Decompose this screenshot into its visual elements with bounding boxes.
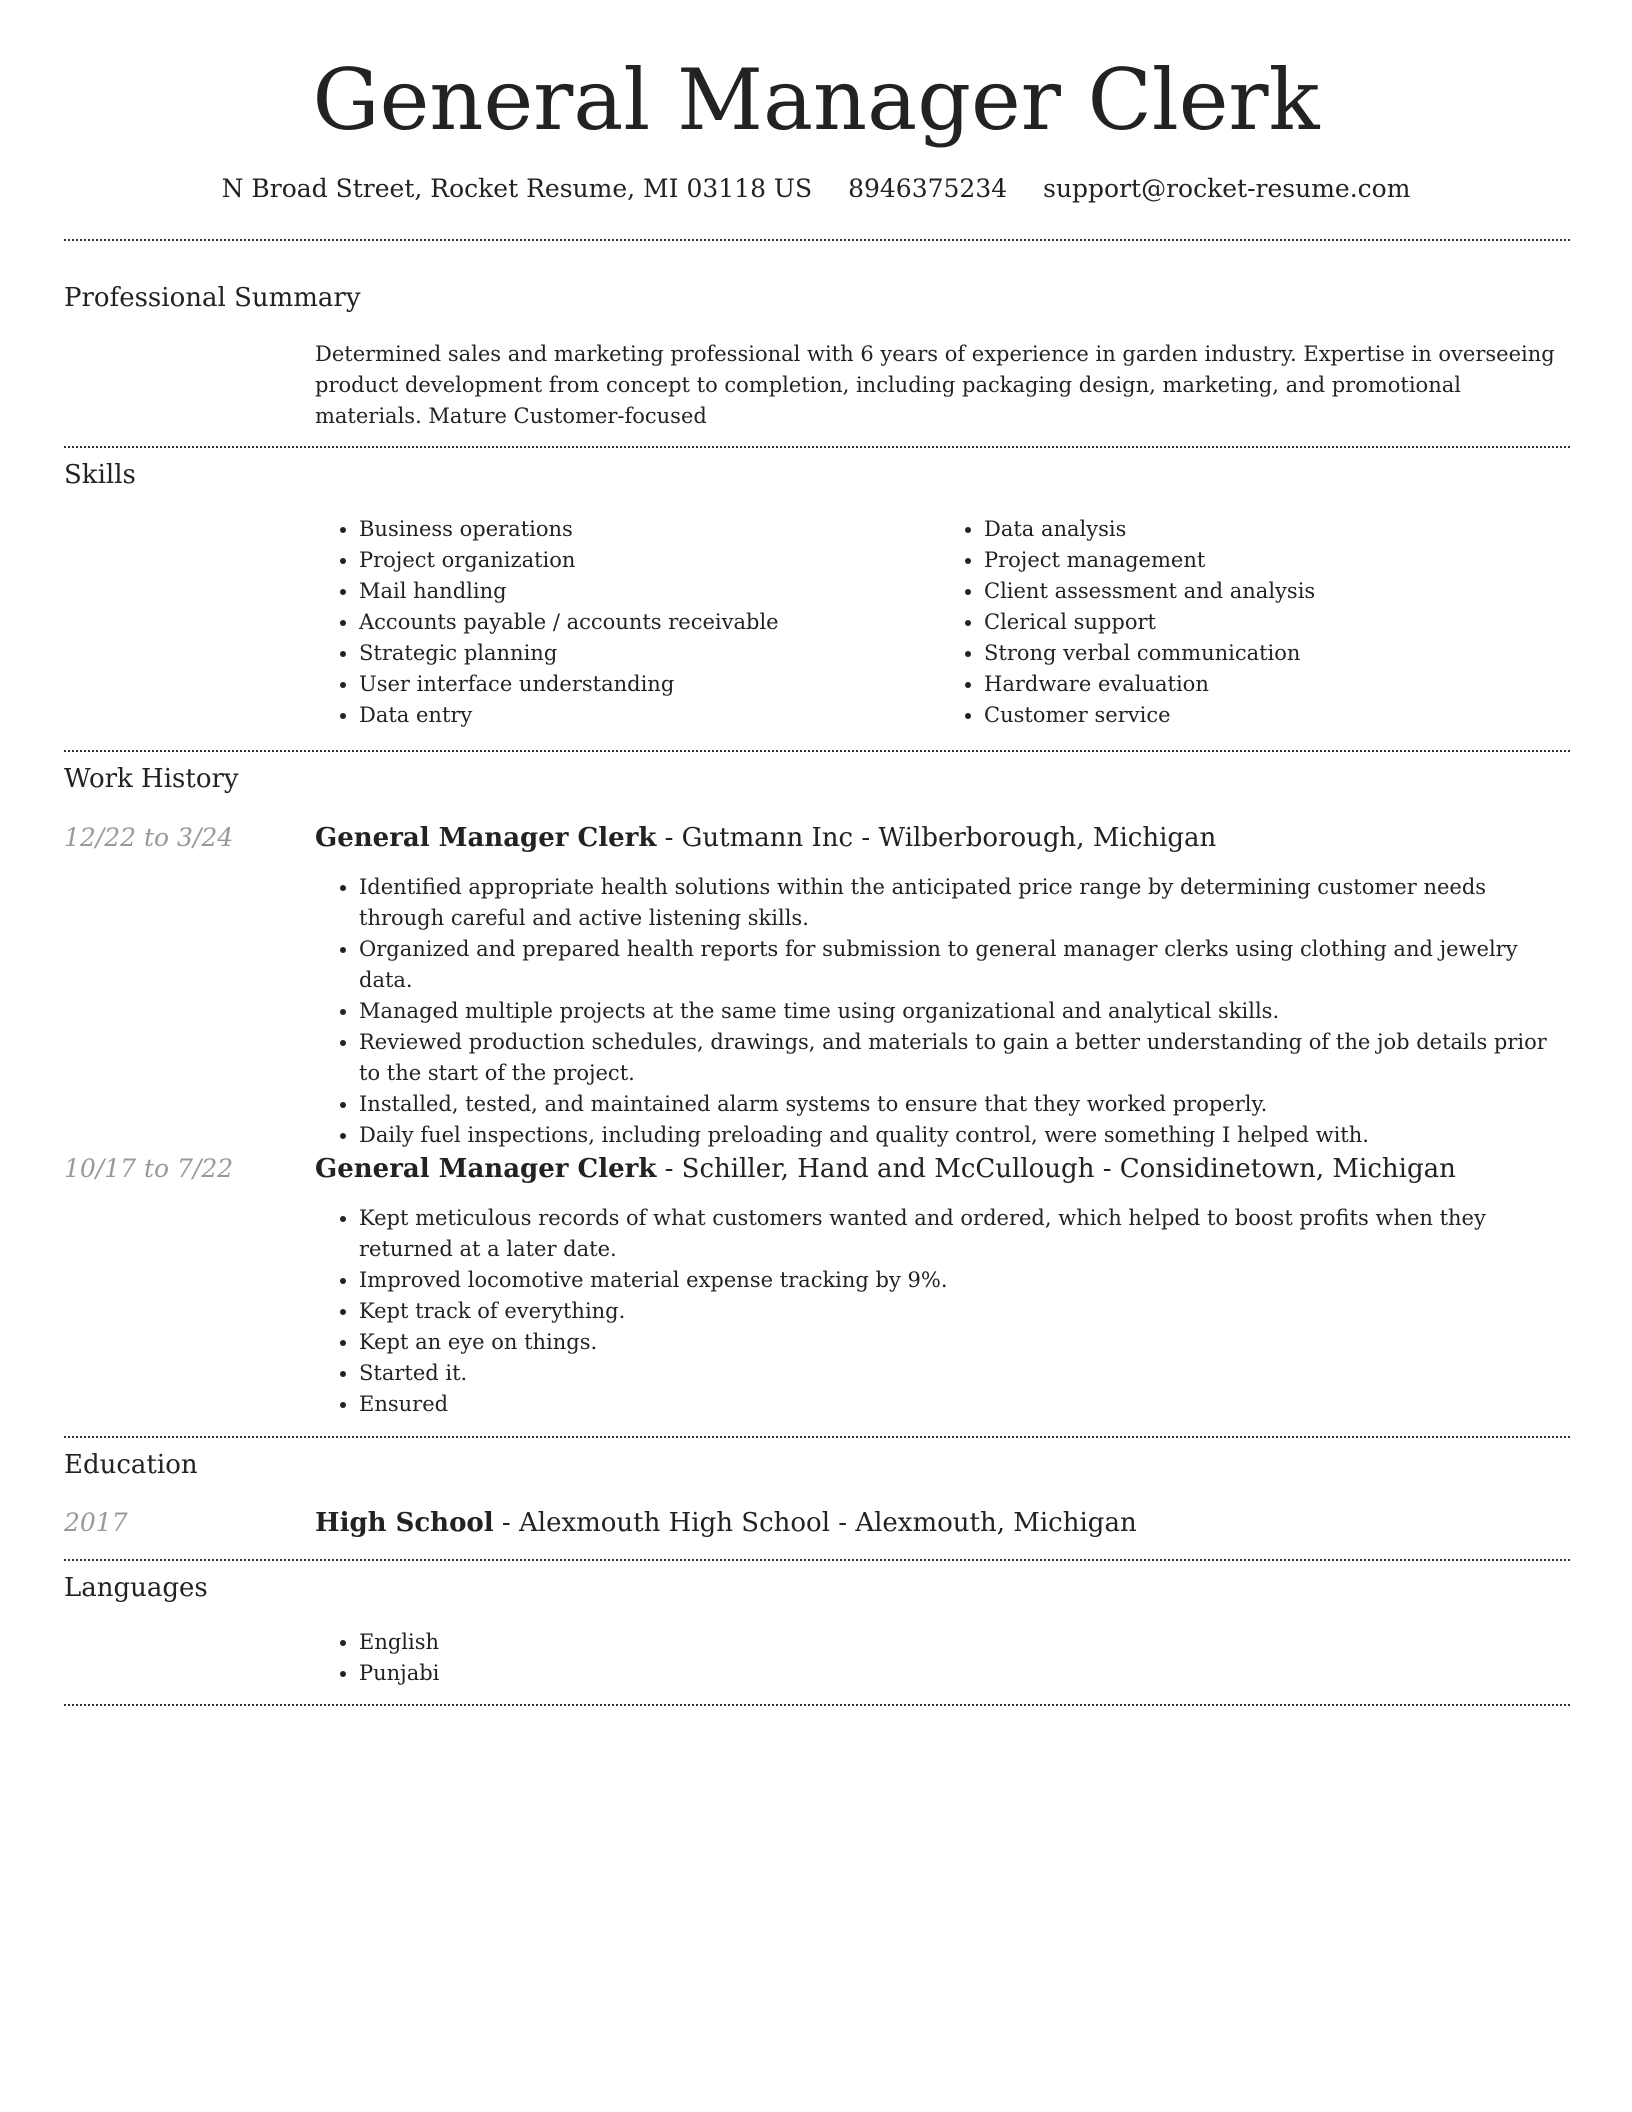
resume-header <box>0 0 1632 206</box>
contact-address: N Broad Street, Rocket Resume, MI 03118 US <box>221 174 813 203</box>
section-title-work: Work History <box>64 764 239 794</box>
skill-item: • Customer service <box>984 700 1565 731</box>
skill-item: • User interface understanding <box>359 669 940 700</box>
education-degree: High School <box>315 1508 494 1538</box>
skill-item: • Project management <box>984 545 1565 576</box>
skill-item: • Business operations <box>359 514 940 545</box>
job-role: General Manager Clerk <box>315 823 657 853</box>
job-bullet: • Kept meticulous records of what customers wanted and ordered, which helped to boost profits when they returned at a later date. <box>359 1203 1570 1265</box>
skill-item: • Project organization <box>359 545 940 576</box>
section-title-languages: Languages <box>64 1573 208 1603</box>
skill-item: • Data analysis <box>984 514 1565 545</box>
candidate-name: General Manager Clerk <box>312 51 1320 149</box>
skill-item: • Strong verbal communication <box>984 638 1565 669</box>
job-dates: 10/17 to 7/22 <box>64 1154 234 1183</box>
skill-item: • Hardware evaluation <box>984 669 1565 700</box>
job-bullet: • Daily fuel inspections, including preloading and quality control, were something I helped with. <box>359 1120 1570 1151</box>
skill-item: • Strategic planning <box>359 638 940 669</box>
language-item: • Punjabi <box>359 1658 1565 1689</box>
divider <box>64 239 1570 241</box>
education-heading <box>315 1507 1137 1539</box>
job-heading <box>315 1153 1456 1185</box>
contact-email: support@rocket-resume.com <box>1043 174 1411 203</box>
job-bullet: • Organized and prepared health reports for submission to general manager clerks using clothing and jewelry data. <box>359 934 1570 996</box>
skill-item: • Accounts payable / accounts receivable <box>359 607 940 638</box>
job-role: General Manager Clerk <box>315 1154 657 1184</box>
job-bullet: • Installed, tested, and maintained alarm systems to ensure that they worked properly. <box>359 1089 1570 1120</box>
section-title-summary: Professional Summary <box>64 283 361 313</box>
job-bullet: • Started it. <box>359 1358 1570 1389</box>
language-item: • English <box>359 1627 1565 1658</box>
job-bullets <box>315 872 1570 1151</box>
job-heading <box>315 822 1216 854</box>
divider <box>64 1704 1570 1706</box>
skill-item: • Mail handling <box>359 576 940 607</box>
skills-column-left <box>315 514 940 731</box>
languages-list <box>315 1627 1565 1689</box>
skills-list <box>315 514 1565 731</box>
job-bullet: • Ensured <box>359 1389 1570 1420</box>
summary-paragraph: Determined sales and marketing professional with 6 years of experience in garden industry. Expertise in overseeing product development from concept to completion, including packaging design, marketing, and promotional materials. Mature Customer-focused <box>315 342 1555 428</box>
section-title-education: Education <box>64 1450 198 1480</box>
skill-item: • Client assessment and analysis <box>984 576 1565 607</box>
skills-column-right <box>940 514 1565 731</box>
divider <box>64 750 1570 752</box>
job-bullet: • Kept an eye on things. <box>359 1327 1570 1358</box>
section-title-skills: Skills <box>64 460 136 490</box>
job-bullet: • Identified appropriate health solutions within the anticipated price range by determining customer needs through careful and active listening skills. <box>359 872 1570 934</box>
divider <box>64 446 1570 448</box>
job-bullets <box>315 1203 1570 1420</box>
education-details: - Alexmouth High School - Alexmouth, Michigan <box>493 1508 1137 1538</box>
skill-item: • Clerical support <box>984 607 1565 638</box>
job-bullet: • Kept track of everything. <box>359 1296 1570 1327</box>
job-dates: 12/22 to 3/24 <box>64 823 234 852</box>
summary-text <box>315 339 1565 432</box>
contact-phone: 8946375234 <box>848 174 1008 203</box>
job-bullet: • Improved locomotive material expense tracking by 9%. <box>359 1265 1570 1296</box>
job-details: - Gutmann Inc - Wilberborough, Michigan <box>656 823 1217 853</box>
job-bullet: • Managed multiple projects at the same time using organizational and analytical skills. <box>359 996 1570 1027</box>
divider <box>64 1436 1570 1438</box>
education-year: 2017 <box>64 1508 128 1537</box>
divider <box>64 1559 1570 1561</box>
skill-item: • Data entry <box>359 700 940 731</box>
job-bullet: • Reviewed production schedules, drawings, and materials to gain a better understanding of the job details prior to the start of the project. <box>359 1027 1570 1089</box>
contact-line <box>0 172 1632 206</box>
job-details: - Schiller, Hand and McCullough - Considinetown, Michigan <box>656 1154 1456 1184</box>
